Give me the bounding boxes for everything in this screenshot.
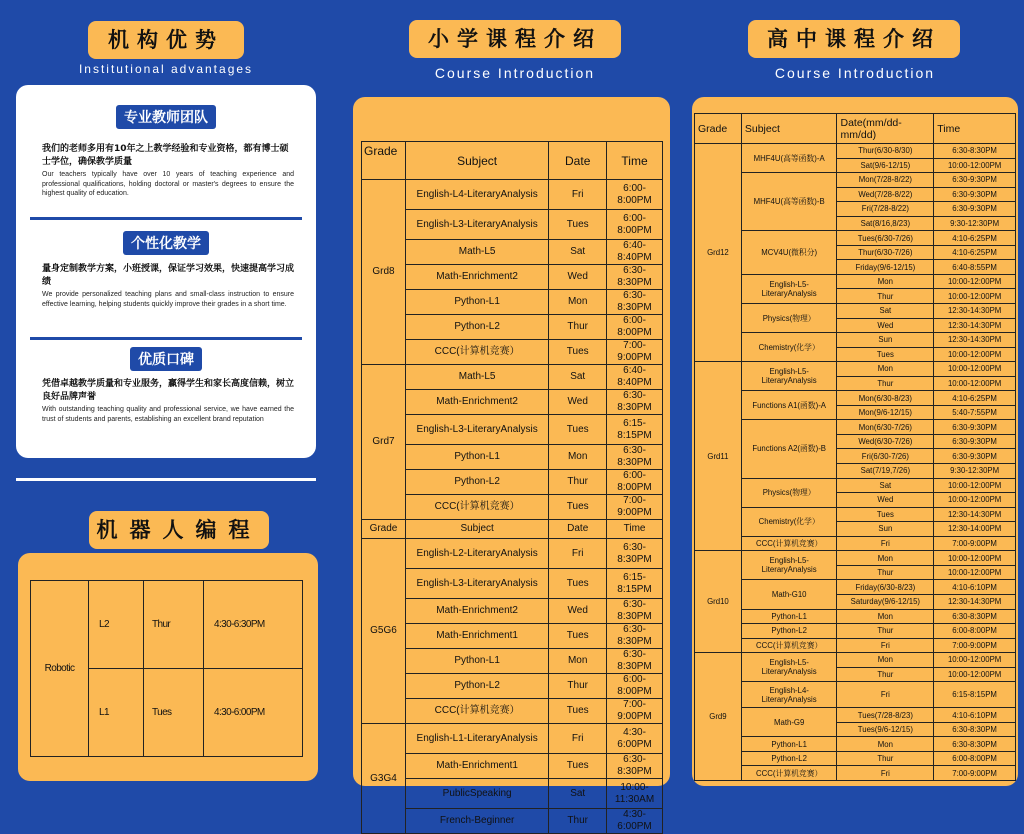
robot-title: 机器人编程 <box>89 511 269 549</box>
subject-cell: English-L4-LiteraryAnalysis <box>741 682 837 708</box>
date-cell: Mon <box>837 551 934 566</box>
time-cell: 7:00-9:00PM <box>934 766 1016 781</box>
highschool-card <box>692 97 1018 786</box>
time-cell: 6:30-8:30PM <box>607 290 663 315</box>
robot-day: Thur <box>144 581 204 669</box>
time-cell: 10:00-12:00PM <box>934 478 1016 493</box>
highschool-title: 高中课程介绍 <box>748 20 960 58</box>
date-cell: Mon <box>549 290 607 315</box>
time-cell: 6:30-8:30PM <box>607 624 663 649</box>
time-cell: 6:40-8:55PM <box>934 260 1016 275</box>
subject-cell: English-L3-LiteraryAnalysis <box>405 569 548 599</box>
subject-cell: MHF4U(高等函数)-A <box>741 144 837 173</box>
time-cell: 6:30-9:30PM <box>934 173 1016 188</box>
table-row <box>695 507 1016 522</box>
date-cell: Mon <box>549 445 607 470</box>
time-cell: 9:30-12:30PM <box>934 464 1016 479</box>
table-row <box>362 445 663 470</box>
table-row <box>695 391 1016 406</box>
date-cell: Sun <box>837 333 934 348</box>
time-cell: 4:10-6:10PM <box>934 708 1016 723</box>
time-cell: 4:30-6:00PM <box>607 724 663 754</box>
time-cell: 10:00-12:00PM <box>934 274 1016 289</box>
subject-cell: Python-L2 <box>405 315 548 340</box>
date-cell: Sat(9/6-12/15) <box>837 158 934 173</box>
grade-cell: Grd8 <box>362 180 406 365</box>
grade-cell: G3G4 <box>362 724 406 834</box>
grade-cell: Grd9 <box>695 653 742 781</box>
table-row <box>695 362 1016 377</box>
date-cell: Sat <box>837 478 934 493</box>
date-cell: Fri(6/30-7/26) <box>837 449 934 464</box>
date-cell: Mon <box>837 274 934 289</box>
date-cell: Mon <box>837 362 934 377</box>
date-cell: Wed <box>549 599 607 624</box>
time-cell: 6:30-8:30PM <box>607 754 663 779</box>
date-cell: Thur(6/30-7/26) <box>837 245 934 260</box>
date-cell: Tues <box>549 754 607 779</box>
time-cell: 6:00-8:00PM <box>607 470 663 495</box>
subject-cell: English-L5-LiteraryAnalysis <box>741 551 837 580</box>
date-cell: Sat <box>837 304 934 319</box>
date-cell: Fri <box>837 682 934 708</box>
time-cell: 12:30-14:30PM <box>934 333 1016 348</box>
subject-cell: French-Beginner <box>405 809 548 834</box>
time-cell: 6:30-9:30PM <box>934 187 1016 202</box>
robot-course: Robotic <box>31 581 89 757</box>
advantages-title: 机构优势 <box>88 21 244 59</box>
subject-cell: Python-L1 <box>741 737 837 752</box>
table-row <box>695 624 1016 639</box>
time-cell: 6:30-8:30PM <box>607 599 663 624</box>
subject-cell: MHF4U(高等函数)-B <box>741 173 837 231</box>
date-cell: Tues <box>549 624 607 649</box>
table-row <box>362 724 663 754</box>
date-cell: Saturday(9/6-12/15) <box>837 594 934 609</box>
subject-cell: Math-Enrichment2 <box>405 599 548 624</box>
time-cell: 12:30-14:30PM <box>934 594 1016 609</box>
time-cell: 6:00-8:00PM <box>607 210 663 240</box>
table-row <box>695 751 1016 766</box>
time-cell: 6:00-8:00PM <box>934 751 1016 766</box>
date-cell: Wed(7/28-8/22) <box>837 187 934 202</box>
time-cell: 6:30-9:30PM <box>934 202 1016 217</box>
date-cell: Tues <box>549 699 607 724</box>
subject-cell: Math-Enrichment1 <box>405 754 548 779</box>
time-cell: 10:00-12:00PM <box>934 493 1016 508</box>
table-row <box>362 649 663 674</box>
time-cell: 10:00-12:00PM <box>934 362 1016 377</box>
date-cell: Sat <box>549 365 607 390</box>
time-cell: 6:30-9:30PM <box>934 434 1016 449</box>
time-cell: 10:00-12:00PM <box>934 347 1016 362</box>
table-row <box>695 766 1016 781</box>
date-cell: Fri <box>837 536 934 551</box>
date-cell: Friday(9/6-12/15) <box>837 260 934 275</box>
time-cell: 5:40-7:55PM <box>934 405 1016 420</box>
date-cell: Wed <box>837 493 934 508</box>
time-cell: 6:30-8:30PM <box>607 265 663 290</box>
table-row <box>362 569 663 599</box>
grade-cell: G5G6 <box>362 539 406 724</box>
section-heading: 个性化教学 <box>123 231 209 255</box>
section-text-zh: 我们的老师多用有10年之上教学经验和专业资格，都有博士硕士学位，确保教学质量 <box>42 144 289 167</box>
subject-cell: Python-L2 <box>741 751 837 766</box>
time-cell: 6:30-8:30PM <box>934 609 1016 624</box>
robot-time: 4:30-6:00PM <box>204 669 303 757</box>
date-cell: Wed <box>549 265 607 290</box>
table-row <box>362 340 663 365</box>
date-cell: Mon(6/30-8/23) <box>837 391 934 406</box>
table-row <box>362 779 663 809</box>
time-cell: 6:15-8:15PM <box>607 569 663 599</box>
date-cell: Mon <box>549 649 607 674</box>
table-row <box>362 539 663 569</box>
table-row <box>695 144 1016 159</box>
column-header: Time <box>607 142 663 180</box>
section-heading: 专业教师团队 <box>116 105 216 129</box>
date-cell: Tues <box>549 495 607 520</box>
subject-cell: Python-L1 <box>405 649 548 674</box>
time-cell: 6:30-8:30PM <box>934 722 1016 737</box>
time-cell: 6:00-8:00PM <box>934 624 1016 639</box>
time-cell: 6:15-8:15PM <box>934 682 1016 708</box>
date-cell: Sun <box>837 522 934 537</box>
time-cell: 6:30-8:30PM <box>607 539 663 569</box>
date-cell: Tues <box>549 210 607 240</box>
table-row <box>362 315 663 340</box>
section-text-en: Our teachers typically have over 10 years of teaching experience and professional qualifications, holding doctoral or master's degrees to ensure the highest quality of education. <box>42 171 294 197</box>
table-row <box>362 470 663 495</box>
date-cell: Fri <box>549 539 607 569</box>
table-row <box>362 495 663 520</box>
table-row <box>695 682 1016 708</box>
subject-cell: Math-G10 <box>741 580 837 609</box>
robot-level: L1 <box>89 669 144 757</box>
date-cell: Fri <box>549 724 607 754</box>
date-cell: Mon <box>837 609 934 624</box>
highschool-course-table <box>694 113 1016 781</box>
subject-cell: MCV4U(微积分) <box>741 231 837 275</box>
time-cell: 7:00-9:00PM <box>607 699 663 724</box>
date-cell: Thur <box>837 565 934 580</box>
time-cell: 10:00-12:00PM <box>934 667 1016 682</box>
date-cell: Tues(9/6-12/15) <box>837 722 934 737</box>
advantages-card <box>16 85 316 458</box>
table-row <box>362 674 663 699</box>
date-cell: Thur <box>549 674 607 699</box>
subject-cell: Python-L1 <box>405 445 548 470</box>
date-cell: Sat(8/16,8/23) <box>837 216 934 231</box>
table-row <box>695 580 1016 595</box>
grade-cell: Grd7 <box>362 365 406 520</box>
subject-cell: Functions A2(函数)-B <box>741 420 837 478</box>
table-row <box>695 551 1016 566</box>
table-row <box>362 290 663 315</box>
time-cell: 4:10-6:25PM <box>934 231 1016 246</box>
subject-cell: Python-L1 <box>405 290 548 315</box>
subject-cell: Physics(物理） <box>741 478 837 507</box>
primary-title: 小学课程介绍 <box>409 20 621 58</box>
column-header: Grade <box>362 142 406 180</box>
table-header-row <box>362 520 663 539</box>
time-cell: 6:15-8:15PM <box>607 415 663 445</box>
time-cell: 6:30-9:30PM <box>934 449 1016 464</box>
subject-cell: Python-L2 <box>741 624 837 639</box>
divider <box>30 217 302 220</box>
table-row <box>695 478 1016 493</box>
column-header: Date <box>549 142 607 180</box>
column-header: Subject <box>405 520 548 539</box>
advantages-subtitle: Institutional advantages <box>78 62 254 76</box>
time-cell: 6:30-8:30PM <box>934 144 1016 159</box>
column-header: Subject <box>741 114 837 144</box>
table-row <box>362 415 663 445</box>
date-cell: Tues <box>549 569 607 599</box>
table-row <box>695 173 1016 188</box>
date-cell: Thur <box>837 376 934 391</box>
subject-cell: Python-L1 <box>741 609 837 624</box>
date-cell: Thur(6/30-8/30) <box>837 144 934 159</box>
subject-cell: English-L3-LiteraryAnalysis <box>405 210 548 240</box>
time-cell: 6:30-9:30PM <box>934 420 1016 435</box>
subject-cell: CCC(计算机竞赛） <box>741 638 837 653</box>
time-cell: 10:00-12:00PM <box>934 653 1016 668</box>
date-cell: Mon(9/6-12/15) <box>837 405 934 420</box>
date-cell: Tues <box>549 340 607 365</box>
date-cell: Fri <box>837 766 934 781</box>
section-heading: 优质口碑 <box>130 347 202 371</box>
table-row <box>362 240 663 265</box>
subject-cell: Math-L5 <box>405 240 548 265</box>
date-cell: Mon <box>837 653 934 668</box>
date-cell: Tues <box>549 415 607 445</box>
date-cell: Sat(7/19,7/26) <box>837 464 934 479</box>
section-text-zh: 凭借卓越教学质量和专业服务，赢得学生和家长高度信赖，树立良好品牌声誉 <box>42 379 295 402</box>
table-row <box>695 737 1016 752</box>
time-cell: 6:40-8:40PM <box>607 365 663 390</box>
table-row <box>695 304 1016 319</box>
table-header-row <box>695 114 1016 144</box>
time-cell: 7:00-9:00PM <box>934 638 1016 653</box>
time-cell: 6:00-8:00PM <box>607 315 663 340</box>
table-header-row <box>362 142 663 180</box>
date-cell: Sat <box>549 779 607 809</box>
subject-cell: CCC(计算机竞赛） <box>405 699 548 724</box>
time-cell: 10:00-12:00PM <box>934 376 1016 391</box>
subject-cell: Math-Enrichment2 <box>405 390 548 415</box>
subject-cell: English-L1-LiteraryAnalysis <box>405 724 548 754</box>
date-cell: Tues(7/28-8/23) <box>837 708 934 723</box>
subject-cell: English-L5-LiteraryAnalysis <box>741 274 837 303</box>
date-cell: Tues <box>837 347 934 362</box>
date-cell: Fri <box>549 180 607 210</box>
table-row <box>362 265 663 290</box>
column-header: Subject <box>405 142 548 180</box>
time-cell: 12:30-14:30PM <box>934 318 1016 333</box>
time-cell: 7:00-9:00PM <box>607 340 663 365</box>
subject-cell: Chemistry(化学） <box>741 333 837 362</box>
time-cell: 10:00-11:30AM <box>607 779 663 809</box>
white-divider <box>16 478 316 481</box>
date-cell: Tues <box>837 507 934 522</box>
date-cell: Thur <box>549 809 607 834</box>
time-cell: 6:00-8:00PM <box>607 674 663 699</box>
subject-cell: Math-G9 <box>741 708 837 737</box>
column-header: Time <box>607 520 663 539</box>
table-row <box>362 390 663 415</box>
subject-cell: Python-L2 <box>405 674 548 699</box>
time-cell: 4:10-6:10PM <box>934 580 1016 595</box>
table-row <box>695 231 1016 246</box>
time-cell: 6:30-8:30PM <box>607 390 663 415</box>
column-header: Grade <box>695 114 742 144</box>
subject-cell: English-L4-LiteraryAnalysis <box>405 180 548 210</box>
subject-cell: Python-L2 <box>405 470 548 495</box>
robot-time: 4:30-6:30PM <box>204 581 303 669</box>
table-row <box>362 210 663 240</box>
date-cell: Fri(7/28-8/22) <box>837 202 934 217</box>
robot-card <box>18 553 318 781</box>
time-cell: 9:30-12:30PM <box>934 216 1016 231</box>
column-header: Grade <box>362 520 406 539</box>
time-cell: 6:00-8:00PM <box>607 180 663 210</box>
table-row <box>695 333 1016 348</box>
column-header: Time <box>934 114 1016 144</box>
time-cell: 4:10-6:25PM <box>934 391 1016 406</box>
robot-day: Tues <box>144 669 204 757</box>
primary-card <box>353 97 670 832</box>
time-cell: 4:10-6:25PM <box>934 245 1016 260</box>
subject-cell: English-L3-LiteraryAnalysis <box>405 415 548 445</box>
time-cell: 10:00-12:00PM <box>934 158 1016 173</box>
date-cell: Wed <box>837 318 934 333</box>
subject-cell: English-L2-LiteraryAnalysis <box>405 539 548 569</box>
time-cell: 6:30-8:30PM <box>934 737 1016 752</box>
date-cell: Wed <box>549 390 607 415</box>
time-cell: 12:30-14:30PM <box>934 507 1016 522</box>
date-cell: Thur <box>549 315 607 340</box>
column-header: Date(mm/dd-mm/dd) <box>837 114 934 144</box>
time-cell: 10:00-12:00PM <box>934 551 1016 566</box>
time-cell: 7:00-9:00PM <box>607 495 663 520</box>
section-text-en: With outstanding teaching quality and professional service, we have earned the trust of students and parents, establishing an excellent brand reputation <box>42 406 294 423</box>
primary-course-table <box>361 141 663 834</box>
highschool-subtitle: Course Introduction <box>774 65 936 81</box>
subject-cell: Math-Enrichment2 <box>405 265 548 290</box>
date-cell: Thur <box>837 289 934 304</box>
subject-cell: English-L5-LiteraryAnalysis <box>741 653 837 682</box>
date-cell: Tues(6/30-7/26) <box>837 231 934 246</box>
grade-cell: Grd12 <box>695 144 742 362</box>
subject-cell: Chemistry(化学） <box>741 507 837 536</box>
table-row <box>362 699 663 724</box>
table-row <box>695 653 1016 668</box>
divider <box>30 337 302 340</box>
table-row <box>695 536 1016 551</box>
subject-cell: Math-Enrichment1 <box>405 624 548 649</box>
section-text-zh: 量身定制教学方案，小班授课，保证学习效果，快速提高学习成绩 <box>42 264 295 287</box>
subject-cell: PublicSpeaking <box>405 779 548 809</box>
table-row <box>695 274 1016 289</box>
date-cell: Sat <box>549 240 607 265</box>
table-row <box>362 365 663 390</box>
date-cell: Thur <box>549 470 607 495</box>
time-cell: 6:30-8:30PM <box>607 445 663 470</box>
table-row <box>362 599 663 624</box>
date-cell: Wed(6/30-7/26) <box>837 434 934 449</box>
robot-level: L2 <box>89 581 144 669</box>
subject-cell: CCC(计算机竞赛） <box>405 495 548 520</box>
subject-cell: Math-L5 <box>405 365 548 390</box>
table-row <box>695 708 1016 723</box>
date-cell: Friday(6/30-8/23) <box>837 580 934 595</box>
time-cell: 6:30-8:30PM <box>607 649 663 674</box>
time-cell: 10:00-12:00PM <box>934 565 1016 580</box>
table-row <box>695 609 1016 624</box>
subject-cell: English-L5-LiteraryAnalysis <box>741 362 837 391</box>
table-row <box>695 420 1016 435</box>
subject-cell: Functions A1(函数)-A <box>741 391 837 420</box>
subject-cell: CCC(计算机竞赛） <box>741 766 837 781</box>
date-cell: Mon(7/28-8/22) <box>837 173 934 188</box>
primary-subtitle: Course Introduction <box>434 65 596 81</box>
date-cell: Thur <box>837 667 934 682</box>
grade-cell: Grd11 <box>695 362 742 551</box>
table-row <box>362 809 663 834</box>
date-cell: Mon(6/30-7/26) <box>837 420 934 435</box>
time-cell: 4:30-6:00PM <box>607 809 663 834</box>
table-row <box>362 754 663 779</box>
date-cell: Mon <box>837 737 934 752</box>
time-cell: 7:00-9:00PM <box>934 536 1016 551</box>
time-cell: 6:40-8:40PM <box>607 240 663 265</box>
time-cell: 10:00-12:00PM <box>934 289 1016 304</box>
grade-cell: Grd10 <box>695 551 742 653</box>
date-cell: Fri <box>837 638 934 653</box>
subject-cell: Physics(物理） <box>741 304 837 333</box>
subject-cell: CCC(计算机竞赛） <box>405 340 548 365</box>
robot-table <box>30 580 303 757</box>
table-row <box>362 180 663 210</box>
time-cell: 12:30-14:30PM <box>934 304 1016 319</box>
section-text-en: We provide personalized teaching plans and small-class instruction to ensure effective learning, helping students quickly improve their grades in a short time. <box>42 291 294 308</box>
table-row <box>362 624 663 649</box>
date-cell: Thur <box>837 624 934 639</box>
column-header: Date <box>549 520 607 539</box>
subject-cell: CCC(计算机竞赛） <box>741 536 837 551</box>
time-cell: 12:30-14:00PM <box>934 522 1016 537</box>
date-cell: Thur <box>837 751 934 766</box>
table-row <box>695 638 1016 653</box>
